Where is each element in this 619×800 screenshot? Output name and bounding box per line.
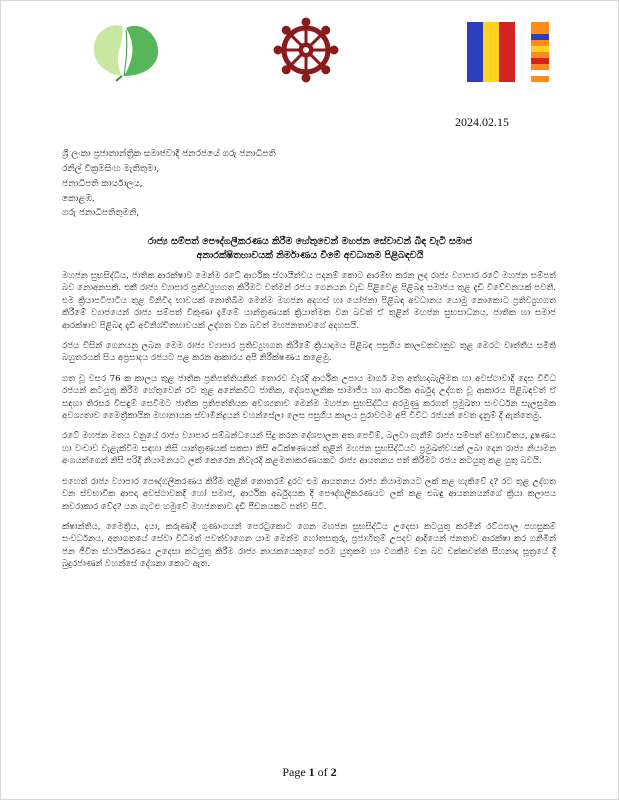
salutation: ගරු ජනාධිපතිතුමනි,	[62, 208, 140, 218]
recipient-address	[62, 147, 276, 207]
address-line: රනිල් වික්‍රමසිංහ මැතිතුමා,	[62, 164, 160, 174]
subject-line: අනාරක්ෂිතභාවයක් නිර්මාණය වීමේ අවධානම පිළිබඳවයි	[196, 250, 424, 261]
buddhist-flag-logo	[467, 22, 549, 82]
address-line: ජනාධිපති කාර්යාලය,	[62, 179, 143, 189]
letter-body	[62, 270, 556, 579]
bo-leaf-logo	[86, 18, 162, 82]
page-label: Page	[282, 765, 306, 779]
body-paragraph: රජය විසින් ගෙනයනු ලබන මෙම රාජ්‍ය ව්‍යාපාර ප්‍රතිව්‍යුහගත කිරීමේ ක්‍රියාදාමය පිළිබඳ පසුගිය කාලවකවානුව තුළ මෙරට වෘත්තීය සමිති බහුතරයක් සිය අප්‍රසාදය රජයට පළ කරන ආකාරය අපි නිරීක්ෂණය කළෙමු.	[62, 341, 556, 364]
body-paragraph: ක්ෂාන්තිය, මෛත්‍රිය, දයා, කරුණාදී ගුණාංගයන් පෙරටුකොට ගෙන මහජන සුභසිද්ධිය උදෙසා කටයුතු කරමින් රට්ඨපාල පහසුකම් සංවර්ධනය, අනාගතයේ සේවා විධිමත් පවත්වාගෙන යාම මෙන්ම හෝතසතුරු, ප්‍රජාහිතුම් උපදව ආදියෙන් ජනතාව ආරක්ෂා කර ගනිමින් ජන ජීවිත ස්ථායීකරණය උදෙසා කටයුතු කිරීම රාජ්‍ය නායකයෙකුගේ පරම යුතුකම හා වගකීම වන බව චක්කවත්ති සීහනාද සූත්‍රයේ දී බුදුරජාණන් වහන්සේ දේශනා කොට ඇත.	[62, 521, 556, 570]
body-paragraph: රටේ මහජන මතය වනුයේ රාජ්‍ය ව්‍යාපාර සම්බන්ධයෙන් සිදු කරන දේශපාලන අත පෙවීම්, බලවා ගැනීම් රාජ්‍ය සම්පත් අවභාවිතය, දූෂණය හා වංචාව වැළැක්වීම සඳහා නිසි යාන්ත්‍රණයක් සකසා නිසි අධීක්ෂණයක් තුළින් මහජන සුභසිද්ධියට ප්‍රමුඛත්වයක් ලබා දෙන රාජ්‍ය නියාමන අංශයන්ගෙන් නිසි පරිදි නියාමනයට ලක් කෙරෙන නිවැරදි කළමනාකරණයකට රාජ්‍ය ආයතනය පත් කිරීමට රජය කටයුතු කළ යුතු බවයි.	[62, 431, 556, 467]
letter-date: 2024.02.15	[455, 115, 509, 129]
page-current: 1	[308, 765, 315, 779]
letter-subject	[90, 235, 530, 263]
address-line: ශ්‍රී ලංකා ප්‍රජාතාන්ත්‍රික සමාජවාදී ජනරජයේ ගරු ජනාධිපති	[62, 149, 276, 159]
page-of: of	[317, 765, 328, 779]
subject-line: රාජ්‍ය සම්පත් පෞද්ගලීකරණය කිරීම හේතුවෙන් මහජන සේවාවන් බිඳ වැටී සමාජ	[147, 236, 473, 247]
body-paragraph: ගත වූ වසර 76 ක කාලය තුළ ජාතික ප්‍රතිපත්තියකින් තොරව වැරදි ආර්ථික උපාය මාර්ග මත අත්හදාබැලීමක හා අවස්ථාවාදී දෙස විවිධ රජයන් කටයුතු කිරීම හේතුවෙන් රට තුළ අනේකවිධ ජාතික, දේශපාලනික සාමාජීය හා ආර්ථික අර්බුද උද්ගත වූ ආකාරය පිළිබඳවත් ඒ සඳහා තිරසර විසඳුම් සෙවීමට ජාතික ප්‍රතිපත්තියක අවශ්‍යතාව මෙන්ම මහජන සුභසිද්ධිය අරමුණු කරගත් ප්‍රමුඛතා සංවර්ධන සැලසුමක අවශ්‍යතාව මෛත්‍රීකායික මහානායක ස්වාමීන්ද්‍රයන් වහන්සේලා ලෙස පසුගිය කාලය පුරාවටම අපි විවිධ රජයන් වෙත දැනුම් දී ඇත්තෙමු.	[62, 373, 556, 422]
address-line: කොළඹ.	[62, 194, 95, 204]
body-paragraph: එහෙත් රාජ්‍ය ව්‍යාපාර පෞද්ගලීකරණය කිරීම තුළින් නොතරම් දුරට එම ආයතනය රාජ්‍ය නියාමනයට ලක් කළ හැකිවේ ද? රට තුළ උද්ගත වන ස්වභාවික ආපදා අවස්ථාවකදී හෝ සමාජ, ආර්ථික අර්බුදයක දී පෞද්ගලීකරණයට ලක් කළ එබඳු ආයතනයන්ගේ ක්‍රියා කලාපය කවරාකාර වේද? යන ගැටළු හමුවේ මහජනතාව දැඩි පීඩනයකට පත්ව සිටී.	[62, 476, 556, 512]
page-footer	[0, 765, 619, 780]
body-paragraph: මහජන සුභසිද්ධිය, ජාතික ආරක්ෂාව මෙන්ම රටේ ආර්ථික ස්ථායීත්වය පදනම් කොට ආරම්භ කරන ලද රාජ්‍ය ව්‍යාපාර රටේ මහජන සම්පත් බව නොඅනසකි. එකී රාජ්‍ය ව්‍යාපාර ප්‍රතිව්‍යුහගත කිරීමට වත්මන් රජය ගෙනයන වැඩ පිළිවෙළ පිළිබඳ සමාජය තුළ දැඩි විවේචනයක් පවතී. එම ක්‍රියාපටිපාටිය තුළ විනිවිද භාවයක් නොතිබීම මෙන්ම මහජන අදහස් හා යෝජනා පිළිබඳ අවධානය යොමු නොකොට ප්‍රතිව්‍යුහගත කිරීමේ ව්‍යාජයෙන් රාජ්‍ය සම්පත් විකුණා දැමීමේ යාන්ත්‍රණයක් ක්‍රියාත්මක වන බවත් ඒ තුළින් මහජන සුභසාධනය, ජාතික හා සමාජ ආරක්ෂාව පිළිබඳ දැඩි අවිනිශ්චිතභාවයක් උද්ගත වන බවත් මහජනතාවගේ අදහසයි.	[62, 271, 556, 331]
page-total: 2	[330, 765, 337, 779]
dharma-wheel-logo	[273, 17, 339, 83]
